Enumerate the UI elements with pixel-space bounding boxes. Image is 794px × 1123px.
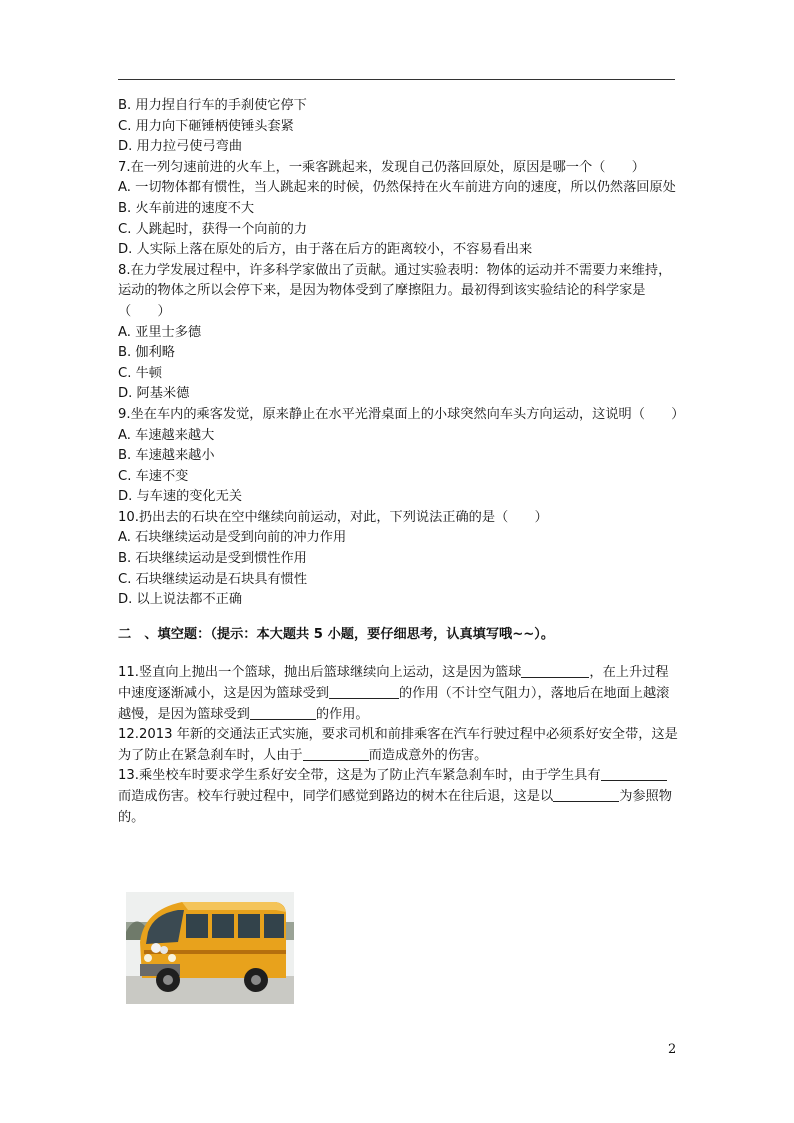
q10-option-d: D. 以上说法都不正确 <box>118 592 243 608</box>
page-content <box>118 96 685 828</box>
option-b: B. 用力捏自行车的手刹使它停下 <box>118 98 307 113</box>
q11-blank-3[interactable] <box>250 705 316 720</box>
q9-option-c: C. 车速不变 <box>118 468 189 484</box>
q13-text-2: 而造成伤害。校车行驶过程中，同学们感觉到路边的树木在往后退，这是以 <box>118 789 554 804</box>
q13-text-3: 为参照物的。 <box>118 789 672 825</box>
q7-option-d: D. 人实际上落在原处的后方，由于落在后方的距离较小，不容易看出来 <box>118 242 533 258</box>
q11-text-4: 的作用。 <box>315 706 369 722</box>
question-10: 10.扔出去的石块在空中继续向前运动，对此，下列说法正确的是（ ） <box>118 509 548 525</box>
q9-option-a: A. 车速越来越大 <box>118 427 215 443</box>
q12-blank-1[interactable] <box>303 746 369 761</box>
q10-option-b: B. 石块继续运动是受到惯性作用 <box>118 551 307 567</box>
question-11 <box>118 663 678 725</box>
page-number: 2 <box>668 1042 677 1057</box>
school-bus-image <box>126 892 294 1004</box>
q8-option-b: B. 伽利略 <box>118 345 175 361</box>
q11-blank-1[interactable] <box>521 663 589 678</box>
q13-blank-2[interactable] <box>553 787 619 802</box>
q9-option-d: D. 与车速的变化无关 <box>118 489 243 505</box>
header-rule <box>118 79 675 80</box>
q10-option-a: A. 石块继续运动是受到向前的冲力作用 <box>118 530 347 546</box>
question-8: 8.在力学发展过程中，许多科学家做出了贡献。通过实验表明：物体的运动并不需要力来维持，运动的物体之所以会停下来，是因为物体受到了摩擦阻力。最初得到该实验结论的科学家是（ ） <box>118 262 672 319</box>
q11-text-1: 11.竖直向上抛出一个篮球，抛出后篮球继续向上运动，这是因为篮球 <box>118 665 522 681</box>
q12-text-2: 而造成意外的伤害。 <box>368 747 488 763</box>
q8-option-a: A. 亚里士多德 <box>118 324 202 340</box>
section-heading: 二 、填空题：（提示：本大题共 5 小题，要仔细思考，认真填写哦~~）。 <box>118 626 555 642</box>
q7-option-a: A. 一切物体都有惯性，当人跳起来的时候，仍然保持在火车前进方向的速度，所以仍然落回原处 <box>118 180 676 196</box>
q8-option-d: D. 阿基米德 <box>118 386 190 402</box>
q10-option-c: C. 石块继续运动是石块具有惯性 <box>118 571 308 587</box>
question-12 <box>118 725 678 766</box>
question-9: 9.坐在车内的乘客发觉，原来静止在水平光滑桌面上的小球突然向车头方向运动，这说明（ ） <box>118 406 685 422</box>
q7-option-b: B. 火车前进的速度不大 <box>118 200 255 216</box>
question-13 <box>118 766 678 828</box>
q13-text-1: 13.乘坐校车时要求学生系好安全带，这是为了防止汽车紧急刹车时，由于学生具有 <box>118 768 601 784</box>
q11-text-3: 的作用（不计空气阻力），落地后在地面上越滚越慢，是因为篮球受到 <box>118 686 670 722</box>
q7-option-c: C. 人跳起时，获得一个向前的力 <box>118 221 308 237</box>
option-c: C. 用力向下砸锤柄使锤头套紧 <box>118 118 294 134</box>
q9-option-b: B. 车速越来越小 <box>118 448 215 464</box>
question-7: 7.在一列匀速前进的火车上，一乘客跳起来，发现自己仍落回原处，原因是哪一个（ ） <box>118 159 645 175</box>
q11-text-2: ，在上升过程中速度逐渐减小，这是因为篮球受到 <box>118 665 669 702</box>
q12-text-1: 12.2013 年新的交通法正式实施，要求司机和前排乘客在汽车行驶过程中必须系好安全带，这是为了防止在紧急刹车时，人由于 <box>118 727 678 763</box>
q8-option-c: C. 牛顿 <box>118 365 162 381</box>
q11-blank-2[interactable] <box>329 684 399 699</box>
school-bus-illustration <box>126 892 294 1004</box>
q13-blank-1[interactable] <box>601 766 667 781</box>
option-d: D. 用力拉弓使弓弯曲 <box>118 139 243 155</box>
